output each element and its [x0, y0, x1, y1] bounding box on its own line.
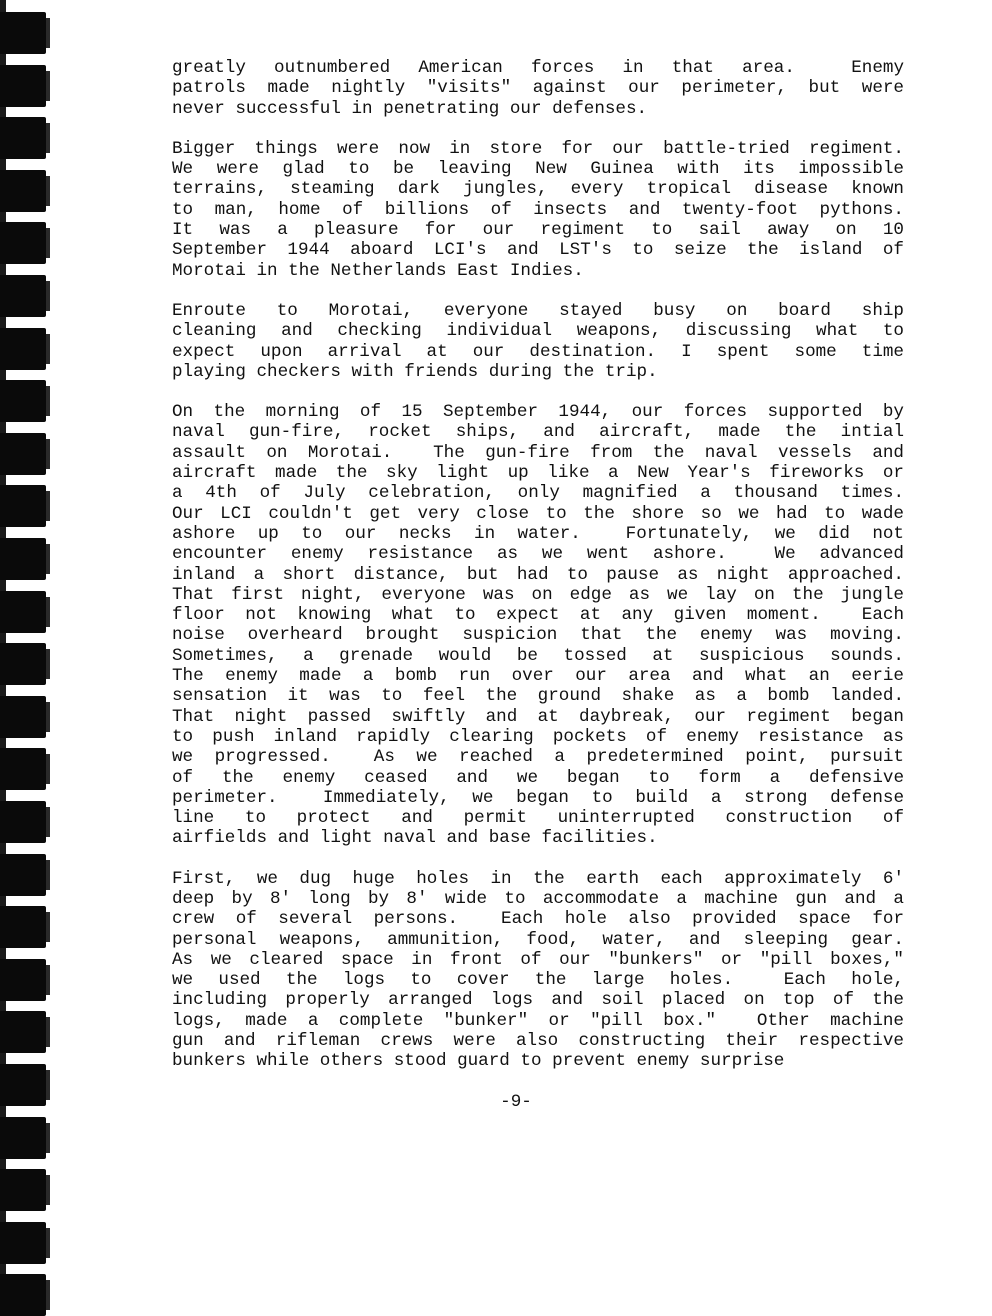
text-line: Our LCI couldn't get very close to the shore so we had to wade	[172, 503, 904, 524]
text-line: sensation it was to feel the ground shake as a bomb landed.	[172, 686, 904, 707]
binding-ring	[0, 380, 46, 422]
text-line: ashore up to our necks in water. Fortunately, we did not	[172, 523, 904, 544]
text-line: personal weapons, ammunition, food, water, and sleeping gear.	[172, 929, 904, 950]
text-line: line to protect and permit uninterrupted construction of	[172, 808, 904, 829]
binding-ring	[0, 748, 46, 790]
text-line: That night passed swiftly and at daybreak, our regiment began	[172, 706, 904, 727]
text-line: including properly arranged logs and soil placed on top of the	[172, 990, 904, 1011]
text-line: we used the logs to cover the large holes. Each hole,	[172, 970, 904, 991]
binding-ring	[0, 275, 46, 317]
text-line: Sometimes, a grenade would be tossed at suspicious sounds.	[172, 645, 904, 666]
binding-ring	[0, 170, 46, 212]
text-line: never successful in penetrating our defenses.	[172, 98, 648, 119]
binding-ring	[0, 222, 46, 264]
binding-ring	[0, 906, 46, 948]
binding-ring	[0, 65, 46, 107]
binding-ring	[0, 801, 46, 843]
text-line: The enemy made a bomb run over our area and what an eerie	[172, 666, 904, 687]
binding-ring	[0, 643, 46, 685]
binding-ring	[0, 538, 46, 580]
binding-ring	[0, 1169, 46, 1211]
binding-ring	[0, 591, 46, 633]
text-line: bunkers while others stood guard to prevent enemy surprise	[172, 1051, 785, 1072]
text-line: noise overheard brought suspicion that the enemy was moving.	[172, 625, 904, 646]
text-line: naval gun-fire, rocket ships, and aircraft, made the intial	[172, 422, 904, 443]
text-line: We were glad to be leaving New Guinea with its impossible	[172, 159, 904, 180]
text-line: cleaning and checking individual weapons, discussing what to	[172, 321, 904, 342]
text-line: we progressed. As we reached a predetermined point, pursuit	[172, 747, 904, 768]
text-line: logs, made a complete "bunker" or "pill box." Other machine	[172, 1010, 904, 1031]
binding-ring	[0, 328, 46, 370]
paragraph	[172, 402, 904, 849]
text-line: patrols made nightly "visits" against our perimeter, but were	[172, 78, 904, 99]
text-line: First, we dug huge holes in the earth each approximately 6'	[172, 868, 904, 889]
text-line: airfields and light naval and base facilities.	[172, 828, 658, 849]
paragraph	[172, 139, 904, 281]
text-line: assault on Morotai. The gun-fire from the naval vessels and	[172, 442, 904, 463]
text-line: of the enemy ceased and we began to form a defensive	[172, 767, 904, 788]
text-line: As we cleared space in front of our "bunkers" or "pill boxes,"	[172, 949, 904, 970]
text-line: a 4th of July celebration, only magnified a thousand times.	[172, 483, 904, 504]
text-line: expect upon arrival at our destination. I spent some time	[172, 341, 904, 362]
text-line: perimeter. Immediately, we began to build a strong defense	[172, 787, 904, 808]
text-line: aircraft made the sky light up like a New Year's fireworks or	[172, 463, 904, 484]
text-line: to man, home of billions of insects and twenty-foot pythons.	[172, 199, 904, 220]
text-line: It was a pleasure for our regiment to sail away on 10	[172, 220, 904, 241]
binding-ring	[0, 1117, 46, 1159]
binding-ring	[0, 1222, 46, 1264]
text-line: That first night, everyone was on edge as we lay on the jungle	[172, 584, 904, 605]
paragraph	[172, 869, 904, 1072]
binding-ring	[0, 433, 46, 475]
binding-ring	[0, 1274, 46, 1316]
text-line: floor not knowing what to expect at any given moment. Each	[172, 605, 904, 626]
binding-ring	[0, 959, 46, 1001]
text-line: encounter enemy resistance as we went ashore. We advanced	[172, 544, 904, 565]
binding-ring	[0, 854, 46, 896]
text-line: Bigger things were now in store for our battle-tried regiment.	[172, 138, 904, 159]
text-line: crew of several persons. Each hole also provided space for	[172, 909, 904, 930]
text-line: Enroute to Morotai, everyone stayed busy on board ship	[172, 300, 904, 321]
binding-ring	[0, 1011, 46, 1053]
paragraph	[172, 301, 904, 382]
binding-ring	[0, 117, 46, 159]
text-line: deep by 8' long by 8' wide to accommodate a machine gun and a	[172, 888, 904, 909]
text-line: On the morning of 15 September 1944, our forces supported by	[172, 402, 904, 423]
binding-ring	[0, 12, 46, 54]
text-line: gun and rifleman crews were also constructing their respective	[172, 1031, 904, 1052]
text-line: September 1944 aboard LCI's and LST's to seize the island of	[172, 240, 904, 261]
page-number: -9-	[500, 1092, 532, 1112]
text-line: Morotai in the Netherlands East Indies.	[172, 260, 584, 281]
text-line: playing checkers with friends during the trip.	[172, 361, 658, 382]
text-line: inland a short distance, but had to pause as night approached.	[172, 564, 904, 585]
text-line: to push inland rapidly clearing pockets of enemy resistance as	[172, 726, 904, 747]
text-line: greatly outnumbered American forces in that area. Enemy	[172, 58, 904, 78]
binding-ring	[0, 696, 46, 738]
binding-ring	[0, 485, 46, 527]
paragraph	[172, 58, 904, 119]
document-body	[172, 58, 904, 1092]
text-line: terrains, steaming dark jungles, every tropical disease known	[172, 179, 904, 200]
